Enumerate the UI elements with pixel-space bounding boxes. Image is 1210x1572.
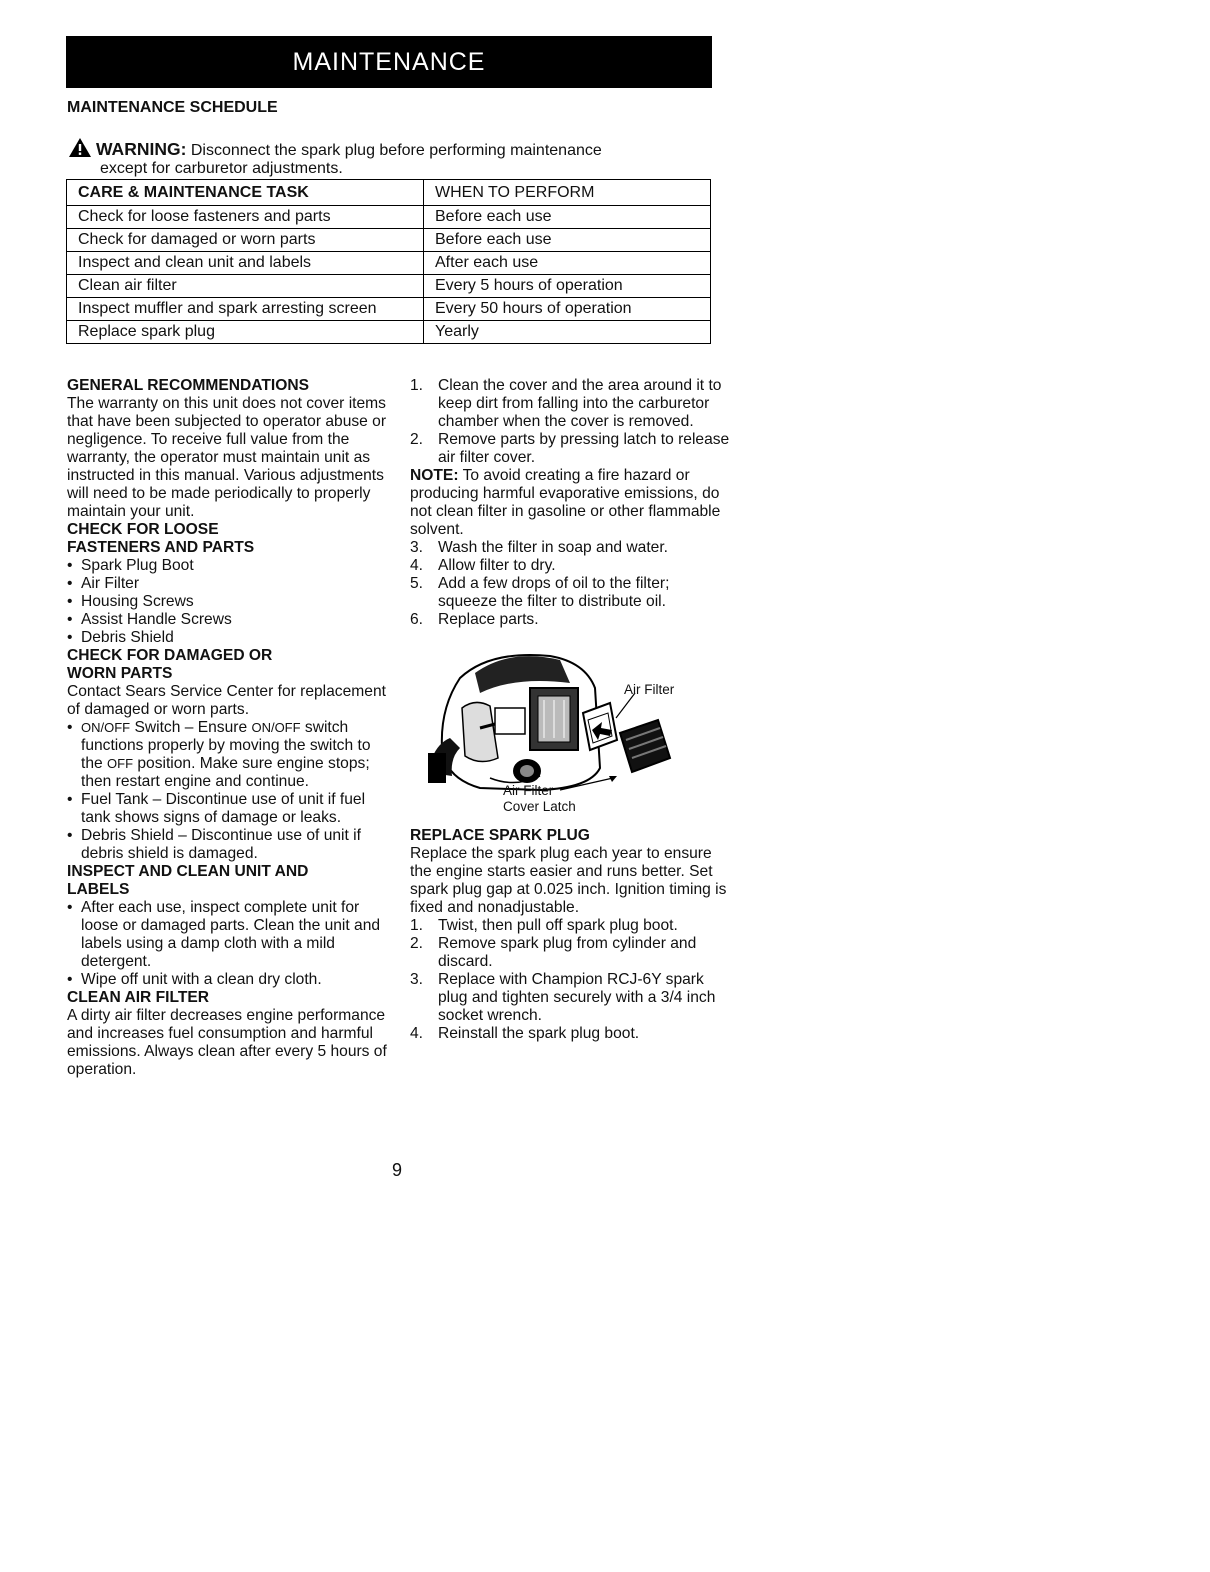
step-text: Allow filter to dry.: [438, 557, 556, 574]
list-item: • Wipe off unit with a clean dry cloth.: [67, 971, 387, 989]
table-row: [67, 252, 711, 275]
general-text: The warranty on this unit does not cover items that have been subjected to operator abuse or negligence. To receive full value from the warranty, the operator must maintain unit as instructed in this manual. Various adjustments will need to be made periodically to properly maintain your unit.: [67, 395, 387, 520]
step-text: Wash the filter in soap and water.: [438, 539, 668, 556]
section-banner: [66, 36, 712, 88]
general-heading: GENERAL RECOMMENDATIONS: [67, 377, 309, 394]
left-column: [67, 377, 387, 1079]
step-number: 4.: [410, 557, 424, 574]
table-cell-task: Inspect muffler and spark arresting screen: [67, 298, 424, 321]
note-label: NOTE:: [410, 467, 459, 484]
loose-heading: [67, 521, 387, 557]
step-text: Replace parts.: [438, 611, 539, 628]
off-label: OFF: [107, 756, 134, 771]
table-cell-when: Before each use: [424, 229, 711, 252]
inspect-heading: [67, 863, 387, 899]
table-row: [67, 298, 711, 321]
item-text: Switch – Ensure: [130, 719, 252, 736]
airfilter-heading: CLEAN AIR FILTER: [67, 989, 210, 1006]
sparkplug-text: Replace the spark plug each year to ensure the engine starts easier and runs better. Set spark plug gap at 0.025 inch. Ignition timing is fixed and nonadjustable.: [410, 845, 727, 916]
item-text: switch functions properly by moving the switch to the: [81, 719, 371, 772]
list-item: [410, 431, 730, 467]
warning-triangle-icon: [68, 137, 92, 158]
figure-label-cover-latch-1: Air Filter: [503, 783, 554, 798]
damaged-heading: [67, 647, 387, 683]
list-item: [410, 575, 730, 611]
table-cell-task: Check for damaged or worn parts: [67, 229, 424, 252]
loose-heading-line2: FASTENERS AND PARTS: [67, 539, 255, 556]
list-item: • Air Filter: [67, 575, 387, 593]
step-text: Remove parts by pressing latch to release air filter cover.: [438, 431, 730, 466]
step-text: Reinstall the spark plug boot.: [438, 1025, 640, 1042]
table-cell-task: Clean air filter: [67, 275, 424, 298]
damaged-heading-line2: WORN PARTS: [67, 665, 173, 682]
table-cell-when: After each use: [424, 252, 711, 275]
step-number: 3.: [410, 539, 424, 556]
list-item: [410, 611, 730, 629]
table-row: [67, 229, 711, 252]
list-item: • Fuel Tank – Discontinue use of unit if fuel tank shows signs of damage or leaks.: [67, 791, 387, 827]
table-cell-when: Before each use: [424, 206, 711, 229]
warning-label: WARNING:: [96, 139, 187, 159]
step-number: 3.: [410, 971, 424, 988]
step-text: Add a few drops of oil to the filter; squeeze the filter to distribute oil.: [438, 575, 670, 610]
engine-illustration: [420, 648, 720, 820]
list-item: [410, 935, 730, 971]
table-row: [67, 321, 711, 344]
loose-list: [67, 557, 387, 647]
banner-title: MAINTENANCE: [292, 47, 486, 76]
list-item: [67, 719, 387, 791]
step-number: 4.: [410, 1025, 424, 1042]
damaged-heading-line1: CHECK FOR DAMAGED OR: [67, 647, 273, 664]
warning-text-2: except for carburetor adjustments.: [100, 160, 343, 177]
inspect-heading-line2: LABELS: [67, 881, 130, 898]
step-number: 1.: [410, 917, 424, 934]
inspect-heading-line1: INSPECT AND CLEAN UNIT AND: [67, 863, 309, 880]
damaged-list: [67, 719, 387, 863]
inspect-list: [67, 899, 387, 989]
damaged-text: Contact Sears Service Center for replacement of damaged or worn parts.: [67, 683, 386, 718]
list-item: [410, 1025, 730, 1043]
table-header-when: WHEN TO PERFORM: [424, 180, 711, 206]
list-item: [410, 971, 730, 1025]
step-text: Twist, then pull off spark plug boot.: [438, 917, 678, 934]
warning-block: [68, 137, 718, 178]
table-cell-task: Replace spark plug: [67, 321, 424, 344]
note-text: To avoid creating a fire hazard or producing harmful evaporative emissions, do not clean filter in gasoline or other flammable solvent.: [410, 467, 721, 538]
table-header-task: CARE & MAINTENANCE TASK: [67, 180, 424, 206]
airfilter-steps-a: [410, 377, 730, 467]
right-column: [410, 377, 730, 629]
figure-label-cover-latch-2: Cover Latch: [503, 799, 576, 814]
sparkplug-steps: [410, 917, 730, 1043]
loose-heading-line1: CHECK FOR LOOSE: [67, 521, 219, 538]
table-cell-when: Every 50 hours of operation: [424, 298, 711, 321]
airfilter-steps-b: [410, 539, 730, 629]
spark-plug-section: [410, 827, 730, 1043]
air-filter-figure: [420, 648, 720, 820]
step-number: 2.: [410, 935, 424, 952]
step-number: 6.: [410, 611, 424, 628]
step-number: 5.: [410, 575, 424, 592]
table-header-row: [67, 180, 711, 206]
list-item: [410, 539, 730, 557]
table-cell-task: Check for loose fasteners and parts: [67, 206, 424, 229]
figure-label-air-filter: Air Filter: [624, 682, 675, 697]
list-item: • Assist Handle Screws: [67, 611, 387, 629]
table-cell-when: Yearly: [424, 321, 711, 344]
step-text: Replace with Champion RCJ-6Y spark plug and tighten securely with a 3/4 inch socket wrench.: [438, 971, 716, 1024]
schedule-heading: MAINTENANCE SCHEDULE: [67, 99, 278, 116]
list-item: [410, 377, 730, 431]
warning-text-1: Disconnect the spark plug before performing maintenance: [190, 142, 602, 159]
step-number: 2.: [410, 431, 424, 448]
table-cell-when: Every 5 hours of operation: [424, 275, 711, 298]
list-item: [410, 557, 730, 575]
maintenance-schedule-table: [66, 179, 711, 344]
page-number: 9: [392, 1160, 403, 1180]
sparkplug-heading: REPLACE SPARK PLUG: [410, 827, 590, 844]
table-row: [67, 206, 711, 229]
item-text: position. Make sure engine stops; then restart engine and continue.: [81, 755, 370, 790]
onoff-label: ON/OFF: [251, 720, 301, 735]
table-cell-task: Inspect and clean unit and labels: [67, 252, 424, 275]
airfilter-text: A dirty air filter decreases engine performance and increases fuel consumption and harmful emissions. Always clean after every 5 hours of operation.: [67, 1007, 387, 1078]
list-item: • After each use, inspect complete unit for loose or damaged parts. Clean the unit and labels using a damp cloth with a mild detergent.: [67, 899, 387, 971]
list-item: [410, 917, 730, 935]
step-text: Clean the cover and the area around it to keep dirt from falling into the carburetor chamber when the cover is removed.: [438, 377, 722, 430]
list-item: • Debris Shield: [67, 629, 387, 647]
step-text: Remove spark plug from cylinder and discard.: [438, 935, 697, 970]
list-item: • Debris Shield – Discontinue use of unit if debris shield is damaged.: [67, 827, 387, 863]
step-number: 1.: [410, 377, 424, 394]
list-item: • Spark Plug Boot: [67, 557, 387, 575]
table-row: [67, 275, 711, 298]
list-item: • Housing Screws: [67, 593, 387, 611]
note: [410, 467, 730, 539]
onoff-label: ON/OFF: [81, 720, 131, 735]
